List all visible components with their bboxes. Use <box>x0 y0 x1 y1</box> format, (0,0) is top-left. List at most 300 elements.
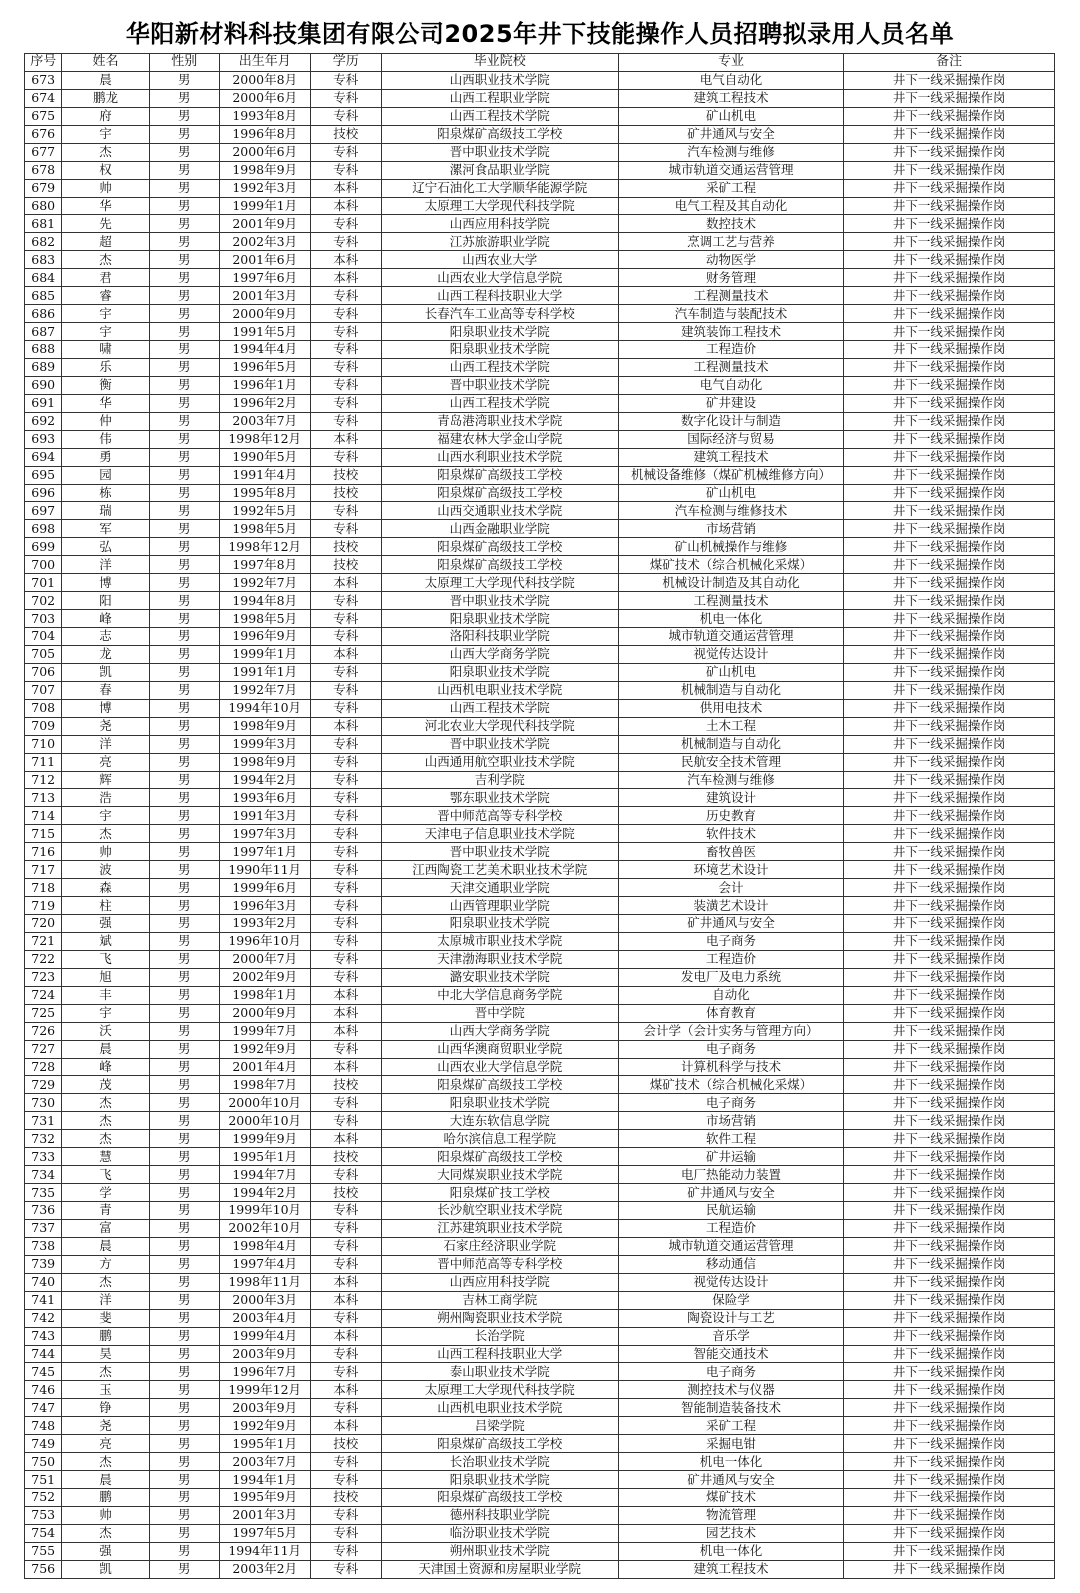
cell-name <box>62 717 149 735</box>
table-row <box>25 412 1055 430</box>
cell-birth: 1999年12月 <box>219 1381 310 1399</box>
cell-index: 685 <box>25 287 62 305</box>
cell-birth: 1993年6月 <box>219 789 310 807</box>
cell-major: 自动化 <box>618 986 843 1004</box>
name-text: 宇 <box>99 807 112 823</box>
cell-index: 692 <box>25 412 62 430</box>
cell-remark: 井下一线采掘操作岗 <box>844 1004 1055 1022</box>
cell-index: 748 <box>25 1417 62 1435</box>
cell-gender: 男 <box>149 1004 219 1022</box>
cell-remark: 井下一线采掘操作岗 <box>844 1148 1055 1166</box>
cell-gender: 男 <box>149 1345 219 1363</box>
cell-major: 城市轨道交通运营管理 <box>618 161 843 179</box>
cell-name <box>62 107 149 125</box>
cell-index: 752 <box>25 1489 62 1507</box>
cell-school: 阳泉煤矿高级技工学校 <box>381 466 618 484</box>
cell-school: 山西农业大学信息学院 <box>381 269 618 287</box>
cell-gender: 男 <box>149 323 219 341</box>
cell-school: 鄂东职业技术学院 <box>381 789 618 807</box>
cell-remark: 井下一线采掘操作岗 <box>844 376 1055 394</box>
cell-birth: 1996年2月 <box>219 394 310 412</box>
table-row <box>25 161 1055 179</box>
cell-school: 福建农林大学金山学院 <box>381 430 618 448</box>
cell-remark: 井下一线采掘操作岗 <box>844 1273 1055 1291</box>
cell-gender: 男 <box>149 1273 219 1291</box>
cell-remark: 井下一线采掘操作岗 <box>844 1255 1055 1273</box>
cell-name <box>62 699 149 717</box>
cell-remark: 井下一线采掘操作岗 <box>844 466 1055 484</box>
cell-education: 技校 <box>310 1435 381 1453</box>
cell-major: 测控技术与仪器 <box>618 1381 843 1399</box>
cell-education: 专科 <box>310 107 381 125</box>
cell-index: 756 <box>25 1560 62 1578</box>
cell-index: 706 <box>25 663 62 681</box>
cell-name <box>62 89 149 107</box>
cell-education: 专科 <box>310 520 381 538</box>
cell-education: 专科 <box>310 699 381 717</box>
cell-birth: 1992年9月 <box>219 1040 310 1058</box>
table-row <box>25 430 1055 448</box>
cell-gender: 男 <box>149 179 219 197</box>
table-row <box>25 358 1055 376</box>
cell-birth: 2003年9月 <box>219 1345 310 1363</box>
cell-major: 数字化设计与制造 <box>618 412 843 430</box>
table-row <box>25 986 1055 1004</box>
column-header-school: 毕业院校 <box>381 54 618 72</box>
name-text: 君 <box>99 269 112 285</box>
cell-major: 机电一体化 <box>618 610 843 628</box>
cell-school: 阳泉煤矿高级技工学校 <box>381 125 618 143</box>
cell-school: 阳泉煤矿高级技工学校 <box>381 484 618 502</box>
cell-education: 专科 <box>310 502 381 520</box>
cell-education: 专科 <box>310 376 381 394</box>
cell-index: 674 <box>25 89 62 107</box>
cell-major: 会计学（会计实务与管理方向） <box>618 1022 843 1040</box>
cell-index: 711 <box>25 753 62 771</box>
cell-education: 本科 <box>310 1058 381 1076</box>
cell-remark: 井下一线采掘操作岗 <box>844 215 1055 233</box>
cell-school: 阳泉煤矿高级技工学校 <box>381 1076 618 1094</box>
cell-major: 矿井建设 <box>618 394 843 412</box>
cell-major: 汽车检测与维修 <box>618 143 843 161</box>
cell-education: 专科 <box>310 915 381 933</box>
cell-gender: 男 <box>149 556 219 574</box>
table-row <box>25 305 1055 323</box>
cell-gender: 男 <box>149 466 219 484</box>
cell-remark: 井下一线采掘操作岗 <box>844 1327 1055 1345</box>
cell-remark: 井下一线采掘操作岗 <box>844 574 1055 592</box>
cell-gender: 男 <box>149 341 219 359</box>
cell-name <box>62 932 149 950</box>
cell-index: 735 <box>25 1184 62 1202</box>
column-header-education: 学历 <box>310 54 381 72</box>
cell-birth: 1997年8月 <box>219 556 310 574</box>
cell-school: 山西工程科技职业大学 <box>381 1345 618 1363</box>
cell-education: 专科 <box>310 1309 381 1327</box>
cell-birth: 2001年3月 <box>219 1506 310 1524</box>
cell-remark: 井下一线采掘操作岗 <box>844 1291 1055 1309</box>
cell-birth: 2000年10月 <box>219 1112 310 1130</box>
cell-birth: 1996年10月 <box>219 932 310 950</box>
cell-index: 741 <box>25 1291 62 1309</box>
column-header-major: 专业 <box>618 54 843 72</box>
cell-name <box>62 430 149 448</box>
cell-name <box>62 986 149 1004</box>
cell-school: 山西职业技术学院 <box>381 71 618 89</box>
name-text: 峰 <box>99 610 112 626</box>
cell-major: 财务管理 <box>618 269 843 287</box>
cell-index: 681 <box>25 215 62 233</box>
cell-index: 682 <box>25 233 62 251</box>
cell-birth: 2001年6月 <box>219 251 310 269</box>
table-row <box>25 1022 1055 1040</box>
cell-index: 736 <box>25 1202 62 1220</box>
table-row <box>25 179 1055 197</box>
cell-gender: 男 <box>149 233 219 251</box>
cell-birth: 1998年9月 <box>219 161 310 179</box>
cell-gender: 男 <box>149 1417 219 1435</box>
cell-education: 专科 <box>310 1542 381 1560</box>
cell-remark: 井下一线采掘操作岗 <box>844 1381 1055 1399</box>
cell-remark: 井下一线采掘操作岗 <box>844 71 1055 89</box>
cell-gender: 男 <box>149 681 219 699</box>
cell-gender: 男 <box>149 950 219 968</box>
cell-index: 726 <box>25 1022 62 1040</box>
table-row <box>25 520 1055 538</box>
cell-birth: 2000年6月 <box>219 89 310 107</box>
cell-name <box>62 71 149 89</box>
cell-gender: 男 <box>149 968 219 986</box>
name-text: 峰 <box>99 1058 112 1074</box>
cell-major: 烹调工艺与营养 <box>618 233 843 251</box>
cell-remark: 井下一线采掘操作岗 <box>844 1363 1055 1381</box>
table-row <box>25 556 1055 574</box>
cell-school: 阳泉职业技术学院 <box>381 1471 618 1489</box>
cell-gender: 男 <box>149 753 219 771</box>
cell-education: 本科 <box>310 1004 381 1022</box>
cell-name <box>62 1327 149 1345</box>
table-row <box>25 71 1055 89</box>
cell-major: 保险学 <box>618 1291 843 1309</box>
cell-remark: 井下一线采掘操作岗 <box>844 735 1055 753</box>
cell-remark: 井下一线采掘操作岗 <box>844 610 1055 628</box>
cell-education: 专科 <box>310 1560 381 1578</box>
table-header-row <box>25 54 1055 72</box>
cell-major: 机械制造与自动化 <box>618 735 843 753</box>
cell-gender: 男 <box>149 1130 219 1148</box>
name-text: 沃 <box>99 1023 112 1039</box>
cell-name <box>62 1417 149 1435</box>
cell-birth: 1993年8月 <box>219 107 310 125</box>
cell-school: 山西机电职业技术学院 <box>381 681 618 699</box>
name-text: 飞 <box>99 951 112 967</box>
cell-education: 专科 <box>310 448 381 466</box>
table-row <box>25 341 1055 359</box>
cell-remark: 井下一线采掘操作岗 <box>844 592 1055 610</box>
cell-gender: 男 <box>149 1076 219 1094</box>
cell-major: 汽车制造与装配技术 <box>618 305 843 323</box>
table-row <box>25 323 1055 341</box>
name-text: 权 <box>99 162 112 178</box>
cell-name <box>62 1399 149 1417</box>
cell-school: 石家庄经济职业学院 <box>381 1237 618 1255</box>
name-text: 凯 <box>99 664 112 680</box>
name-text: 洋 <box>99 556 112 572</box>
cell-birth: 2001年9月 <box>219 215 310 233</box>
cell-index: 691 <box>25 394 62 412</box>
name-text: 瑞 <box>99 502 112 518</box>
cell-education: 本科 <box>310 1327 381 1345</box>
cell-birth: 1994年2月 <box>219 1184 310 1202</box>
cell-remark: 井下一线采掘操作岗 <box>844 789 1055 807</box>
cell-major: 电气工程及其自动化 <box>618 197 843 215</box>
cell-education: 专科 <box>310 628 381 646</box>
cell-gender: 男 <box>149 412 219 430</box>
cell-gender: 男 <box>149 1058 219 1076</box>
cell-birth: 1998年12月 <box>219 430 310 448</box>
cell-index: 734 <box>25 1166 62 1184</box>
cell-education: 专科 <box>310 1202 381 1220</box>
cell-school: 晋中职业技术学院 <box>381 143 618 161</box>
cell-gender: 男 <box>149 376 219 394</box>
cell-remark: 井下一线采掘操作岗 <box>844 412 1055 430</box>
cell-birth: 1996年8月 <box>219 125 310 143</box>
cell-remark: 井下一线采掘操作岗 <box>844 1130 1055 1148</box>
cell-education: 专科 <box>310 1345 381 1363</box>
cell-school: 辽宁石油化工大学顺华能源学院 <box>381 179 618 197</box>
cell-school: 山西工程技术学院 <box>381 699 618 717</box>
name-text: 旭 <box>99 969 112 985</box>
table-row <box>25 394 1055 412</box>
cell-birth: 1993年2月 <box>219 915 310 933</box>
cell-name <box>62 287 149 305</box>
cell-school: 天津渤海职业技术学院 <box>381 950 618 968</box>
cell-major: 电子商务 <box>618 1363 843 1381</box>
name-text: 尧 <box>99 718 112 734</box>
cell-gender: 男 <box>149 807 219 825</box>
cell-education: 专科 <box>310 1237 381 1255</box>
cell-school: 长沙航空职业技术学院 <box>381 1202 618 1220</box>
cell-school: 哈尔滨信息工程学院 <box>381 1130 618 1148</box>
table-row <box>25 1202 1055 1220</box>
cell-major: 工程测量技术 <box>618 287 843 305</box>
cell-birth: 1999年4月 <box>219 1327 310 1345</box>
cell-school: 山西通用航空职业技术学院 <box>381 753 618 771</box>
cell-remark: 井下一线采掘操作岗 <box>844 269 1055 287</box>
cell-remark: 井下一线采掘操作岗 <box>844 287 1055 305</box>
cell-major: 市场营销 <box>618 520 843 538</box>
cell-school: 山西农业大学信息学院 <box>381 1058 618 1076</box>
name-text: 斌 <box>99 933 112 949</box>
cell-major: 物流管理 <box>618 1506 843 1524</box>
cell-major: 建筑设计 <box>618 789 843 807</box>
table-row <box>25 251 1055 269</box>
cell-gender: 男 <box>149 574 219 592</box>
cell-birth: 1999年9月 <box>219 1130 310 1148</box>
name-text: 军 <box>99 520 112 536</box>
name-text: 昊 <box>99 1345 112 1361</box>
cell-gender: 男 <box>149 1453 219 1471</box>
cell-major: 机电一体化 <box>618 1542 843 1560</box>
cell-remark: 井下一线采掘操作岗 <box>844 1560 1055 1578</box>
cell-remark: 井下一线采掘操作岗 <box>844 771 1055 789</box>
name-text: 凯 <box>99 1561 112 1577</box>
table-row <box>25 1076 1055 1094</box>
cell-major: 视觉传达设计 <box>618 1273 843 1291</box>
cell-remark: 井下一线采掘操作岗 <box>844 1489 1055 1507</box>
cell-major: 矿井通风与安全 <box>618 1184 843 1202</box>
cell-name <box>62 484 149 502</box>
cell-gender: 男 <box>149 645 219 663</box>
cell-remark: 井下一线采掘操作岗 <box>844 1166 1055 1184</box>
cell-education: 专科 <box>310 1363 381 1381</box>
cell-name <box>62 879 149 897</box>
cell-birth: 1998年7月 <box>219 1076 310 1094</box>
cell-index: 717 <box>25 861 62 879</box>
cell-remark: 井下一线采掘操作岗 <box>844 968 1055 986</box>
table-row <box>25 287 1055 305</box>
cell-index: 749 <box>25 1435 62 1453</box>
cell-gender: 男 <box>149 610 219 628</box>
cell-name <box>62 269 149 287</box>
cell-gender: 男 <box>149 897 219 915</box>
cell-remark: 井下一线采掘操作岗 <box>844 556 1055 574</box>
cell-major: 园艺技术 <box>618 1524 843 1542</box>
cell-remark: 井下一线采掘操作岗 <box>844 717 1055 735</box>
cell-name <box>62 358 149 376</box>
cell-remark: 井下一线采掘操作岗 <box>844 1524 1055 1542</box>
cell-name <box>62 520 149 538</box>
cell-name <box>62 1381 149 1399</box>
cell-index: 715 <box>25 825 62 843</box>
cell-remark: 井下一线采掘操作岗 <box>844 1094 1055 1112</box>
cell-remark: 井下一线采掘操作岗 <box>844 341 1055 359</box>
table-row <box>25 1219 1055 1237</box>
cell-name <box>62 753 149 771</box>
cell-index: 696 <box>25 484 62 502</box>
cell-school: 长治学院 <box>381 1327 618 1345</box>
table-row <box>25 825 1055 843</box>
cell-school: 长治职业技术学院 <box>381 1453 618 1471</box>
cell-name <box>62 1309 149 1327</box>
name-text: 茂 <box>99 1076 112 1092</box>
cell-birth: 1994年2月 <box>219 771 310 789</box>
cell-education: 专科 <box>310 1399 381 1417</box>
cell-remark: 井下一线采掘操作岗 <box>844 251 1055 269</box>
cell-school: 山西应用科技学院 <box>381 215 618 233</box>
cell-school: 晋中学院 <box>381 1004 618 1022</box>
name-text: 博 <box>99 700 112 716</box>
cell-remark: 井下一线采掘操作岗 <box>844 1112 1055 1130</box>
table-row <box>25 1148 1055 1166</box>
cell-name <box>62 323 149 341</box>
cell-gender: 男 <box>149 430 219 448</box>
table-row <box>25 538 1055 556</box>
cell-remark: 井下一线采掘操作岗 <box>844 358 1055 376</box>
cell-index: 695 <box>25 466 62 484</box>
table-row <box>25 1309 1055 1327</box>
cell-education: 专科 <box>310 1040 381 1058</box>
name-text: 衡 <box>99 377 112 393</box>
name-text: 先 <box>99 215 112 231</box>
table-row <box>25 717 1055 735</box>
cell-index: 721 <box>25 932 62 950</box>
table-row <box>25 771 1055 789</box>
cell-name <box>62 968 149 986</box>
cell-remark: 井下一线采掘操作岗 <box>844 484 1055 502</box>
cell-index: 677 <box>25 143 62 161</box>
cell-name <box>62 161 149 179</box>
cell-remark: 井下一线采掘操作岗 <box>844 125 1055 143</box>
cell-remark: 井下一线采掘操作岗 <box>844 197 1055 215</box>
cell-school: 天津电子信息职业技术学院 <box>381 825 618 843</box>
name-text: 晨 <box>99 1238 112 1254</box>
cell-school: 山西华澳商贸职业学院 <box>381 1040 618 1058</box>
cell-remark: 井下一线采掘操作岗 <box>844 233 1055 251</box>
cell-school: 山西管理职业学院 <box>381 897 618 915</box>
table-row <box>25 1435 1055 1453</box>
cell-education: 专科 <box>310 1471 381 1489</box>
cell-birth: 1994年11月 <box>219 1542 310 1560</box>
cell-school: 阳泉职业技术学院 <box>381 323 618 341</box>
cell-gender: 男 <box>149 628 219 646</box>
cell-index: 690 <box>25 376 62 394</box>
table-row <box>25 789 1055 807</box>
table-row <box>25 1130 1055 1148</box>
cell-education: 专科 <box>310 323 381 341</box>
cell-gender: 男 <box>149 717 219 735</box>
cell-name <box>62 645 149 663</box>
name-text: 府 <box>99 108 112 124</box>
cell-gender: 男 <box>149 592 219 610</box>
cell-education: 专科 <box>310 968 381 986</box>
cell-birth: 1991年1月 <box>219 663 310 681</box>
cell-remark: 井下一线采掘操作岗 <box>844 1202 1055 1220</box>
cell-school: 阳泉煤矿高级技工学校 <box>381 1148 618 1166</box>
cell-name <box>62 574 149 592</box>
cell-remark: 井下一线采掘操作岗 <box>844 107 1055 125</box>
cell-school: 大同煤炭职业技术学院 <box>381 1166 618 1184</box>
cell-index: 679 <box>25 179 62 197</box>
cell-major: 智能交通技术 <box>618 1345 843 1363</box>
cell-name <box>62 341 149 359</box>
cell-birth: 1991年4月 <box>219 466 310 484</box>
cell-school: 江苏建筑职业技术学院 <box>381 1219 618 1237</box>
cell-education: 本科 <box>310 986 381 1004</box>
table-row <box>25 681 1055 699</box>
cell-name <box>62 1094 149 1112</box>
name-text: 强 <box>99 915 112 931</box>
cell-index: 740 <box>25 1273 62 1291</box>
cell-name <box>62 1435 149 1453</box>
cell-school: 阳泉职业技术学院 <box>381 610 618 628</box>
cell-birth: 1998年11月 <box>219 1273 310 1291</box>
cell-remark: 井下一线采掘操作岗 <box>844 1237 1055 1255</box>
name-text: 森 <box>99 879 112 895</box>
table-row <box>25 1345 1055 1363</box>
cell-index: 733 <box>25 1148 62 1166</box>
cell-education: 专科 <box>310 215 381 233</box>
cell-name <box>62 1166 149 1184</box>
cell-birth: 1997年1月 <box>219 843 310 861</box>
cell-major: 煤矿技术（综合机械化采煤） <box>618 556 843 574</box>
cell-education: 专科 <box>310 753 381 771</box>
cell-major: 矿井通风与安全 <box>618 915 843 933</box>
cell-education: 本科 <box>310 269 381 287</box>
cell-remark: 井下一线采掘操作岗 <box>844 161 1055 179</box>
cell-major: 动物医学 <box>618 251 843 269</box>
cell-education: 本科 <box>310 1381 381 1399</box>
